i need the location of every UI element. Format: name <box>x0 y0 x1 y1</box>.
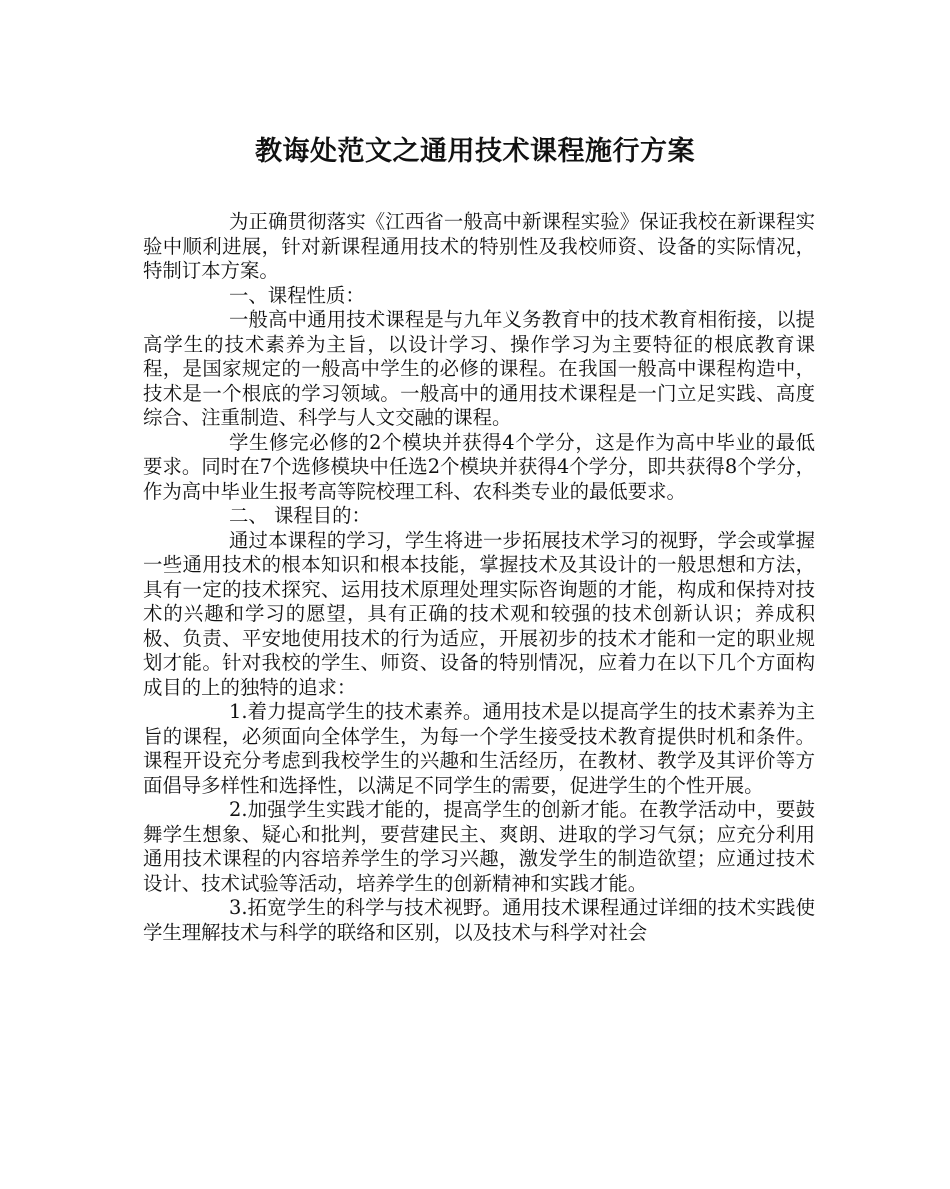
paragraph-goal-2: 2.加强学生实践才能的，提高学生的创新才能。在教学活动中，要鼓舞学生想象、疑心和批判，要营建民主、爽朗、进取的学习气氛；应充分利用通用技术课程的内容培养学生的学习兴趣，激发学生的制造欲望；应通过技术设计、技术试验等活动，培养学生的创新精神和实践才能。 <box>143 798 815 895</box>
document-body <box>143 210 815 945</box>
paragraph-course-goals: 通过本课程的学习，学生将进一步拓展技术学习的视野，学会或掌握一些通用技术的根本知识和根本技能，掌握技术及其设计的一般思想和方法，具有一定的技术探究、运用技术原理处理实际咨询题的才能，构成和保持对技术的兴趣和学习的愿望，具有正确的技术观和较强的技术创新认识；养成积极、负责、平安地使用技术的行为适应，开展初步的技术才能和一定的职业规划才能。针对我校的学生、师资、设备的特别情况，应着力在以下几个方面构成目的上的独特的追求： <box>143 528 815 699</box>
heading-course-goals: 二、 课程目的： <box>229 504 371 527</box>
heading-course-nature: 一、课程性质： <box>229 283 365 307</box>
paragraph-credits: 学生修完必修的2个模块并获得4个学分，这是作为高中毕业的最低要求。同时在7个选修模块中任选2个模块并获得4个学分，即共获得8个学分，作为高中毕业生报考高等院校理工科、农科类专业的最低要求。 <box>143 430 815 503</box>
document-title: 教诲处范文之通用技术课程施行方案 <box>255 136 695 167</box>
paragraph-goal-1: 1.着力提高学生的技术素养。通用技术是以提高学生的技术素养为主旨的课程，必须面向全体学生，为每一个学生接受技术教育提供时机和条件。课程开设充分考虑到我校学生的兴趣和生活经历，在教材、教学及其评价等方面倡导多样性和选择性，以满足不同学生的需要，促进学生的个性开展。 <box>143 700 815 797</box>
paragraph-goal-3: 3.拓宽学生的科学与技术视野。通用技术课程通过详细的技术实践使学生理解技术与科学的联络和区别，以及技术与科学对社会 <box>143 896 815 944</box>
paragraph-course-nature: 一般高中通用技术课程是与九年义务教育中的技术教育相衔接，以提高学生的技术素养为主旨，以设计学习、操作学习为主要特征的根底教育课程，是国家规定的一般高中学生的必修的课程。在我国一般高中课程构造中，技术是一个根底的学习领域。一般高中的通用技术课程是一门立足实践、高度综合、注重制造、科学与人文交融的课程。 <box>143 308 815 429</box>
paragraph-intro: 为正确贯彻落实《江西省一般高中新课程实验》保证我校在新课程实验中顺利进展，针对新课程通用技术的特别性及我校师资、设备的实际情况，特制订本方案。 <box>143 210 815 282</box>
